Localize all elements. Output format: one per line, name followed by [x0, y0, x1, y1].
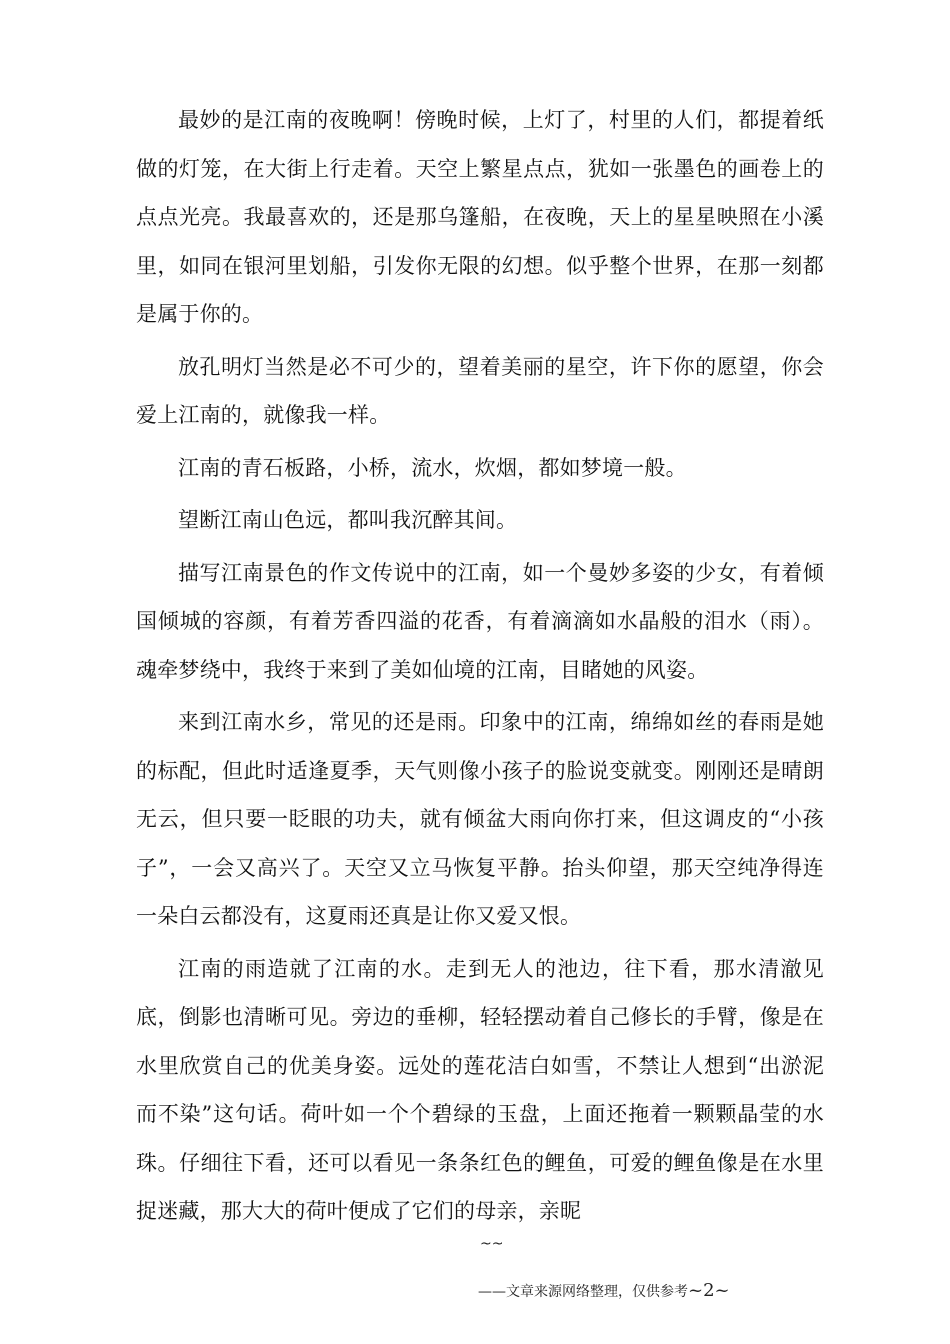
- footer-note: [478, 1280, 730, 1301]
- paragraph-5: 描写江南景色的作文传说中的江南，如一个曼妙多姿的少女，有着倾国倾城的容颜，有着芳香四溢的花香，有着滴滴如水晶般的泪水（雨）。魂牵梦绕中，我终于来到了美如仙境的江南，目睹她的风姿。: [136, 560, 824, 682]
- paragraph-1: 最妙的是江南的夜晚啊！傍晚时候，上灯了，村里的人们，都提着纸做的灯笼，在大街上行走着。天空上繁星点点，犹如一张墨色的画卷上的点点光亮。我最喜欢的，还是那乌篷船，在夜晚，天上的星星映照在小溪里，如同在银河里划船，引发你无限的幻想。似乎整个世界，在那一刻都是属于你的。: [136, 108, 824, 326]
- page-number: ~2~: [688, 1280, 730, 1301]
- footer-source-note: ——文章来源网络整理，仅供参考: [478, 1284, 688, 1300]
- paragraph-6: 来到江南水乡，常见的还是雨。印象中的江南，绵绵如丝的春雨是她的标配，但此时适逢夏季，天气则像小孩子的脸说变就变。刚刚还是晴朗无云，但只要一眨眼的功夫，就有倾盆大雨向你打来，但这调皮的“小孩子”，一会又高兴了。天空又立马恢复平静。抬头仰望，那天空纯净得连一朵白云都没有，这夏雨还真是让你又爱又恨。: [136, 710, 824, 928]
- footer-mark: ~~: [480, 1236, 504, 1252]
- paragraph-4: 望断江南山色远，都叫我沉醉其间。: [178, 508, 518, 532]
- paragraph-3: 江南的青石板路，小桥，流水，炊烟，都如梦境一般。: [178, 455, 687, 480]
- paragraph-2: 放孔明灯当然是必不可少的，望着美丽的星空，许下你的愿望，你会爱上江南的，就像我一样。: [136, 354, 824, 427]
- paragraph-7: 江南的雨造就了江南的水。走到无人的池边，往下看，那水清澈见底，倒影也清晰可见。旁边的垂柳，轻轻摆动着自己修长的手臂，像是在水里欣赏自己的优美身姿。远处的莲花洁白如雪，不禁让人想到“出淤泥而不染”这句话。荷叶如一个个碧绿的玉盘，上面还拖着一颗颗晶莹的水珠。仔细往下看，还可以看见一条条红色的鲤鱼，可爱的鲤鱼像是在水里捉迷藏，那大大的荷叶便成了它们的母亲，亲昵: [136, 956, 824, 1223]
- document-body: [136, 96, 824, 1240]
